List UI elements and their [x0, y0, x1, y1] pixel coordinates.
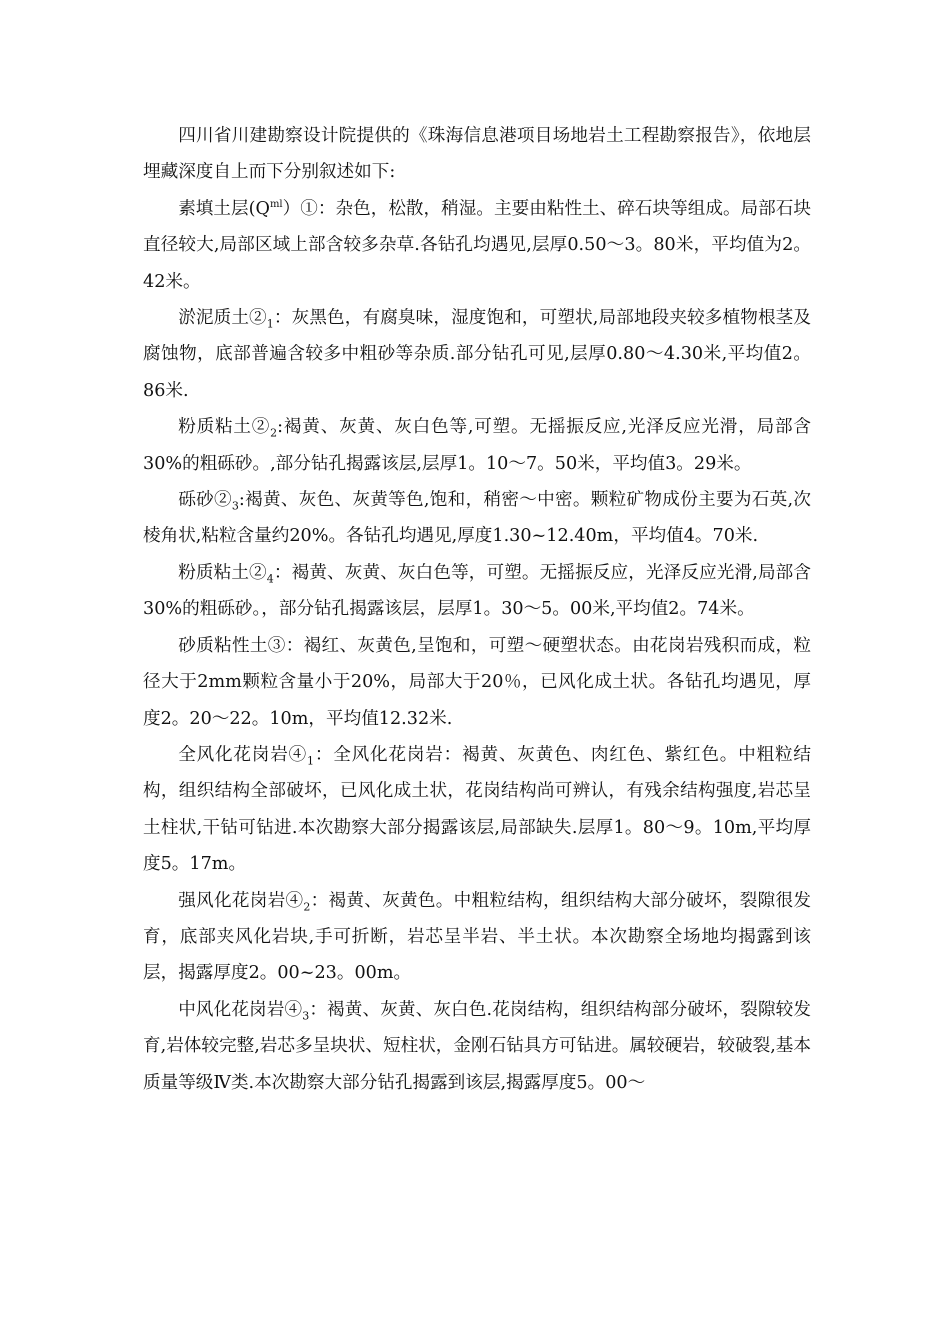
text-segment: :褐黄、灰黄、灰白色等,可塑。无摇振反应,光泽反应光滑，局部含30%的粗砾砂。,部分钻孔揭露该层,层厚1。10～7。50米，平均值3。29米。 [143, 417, 811, 474]
subscript: 1 [266, 317, 274, 331]
text-segment: 粉质粘土② [178, 417, 271, 438]
text-segment: ：褐黄、灰黄色。中粗粒结构，组织结构大部分破坏，裂隙很发育，底部夹风化岩块,手可折断，岩芯呈半岩、半土状。本次勘察全场地均揭露到该层，揭露厚度2。00~23。00m。 [143, 890, 811, 984]
text-segment: ：褐黄、灰黄、灰白色等，可塑。无摇振反应，光泽反应光滑,局部含30%的粗砾砂。，部分钻孔揭露该层，层厚1。30～5。00米,平均值2。74米。 [143, 562, 811, 620]
text-segment: ）①：杂色，松散，稍湿。主要由粘性土、碎石块等组成。局部石块直径较大,局部区域上部含较多杂草.各钻孔均遇见,层厚0.50～3。80米，平均值为2。42米。 [143, 198, 811, 292]
subscript: 1 [307, 754, 315, 768]
paragraph-silty-clay-2 [143, 409, 811, 482]
text-segment: 砾砂② [178, 490, 232, 511]
paragraph-strongly-weathered-granite [143, 883, 811, 992]
text-segment: ：褐黄、灰黄、灰白色.花岗结构，组织结构部分破坏，裂隙较发育,岩体较完整,岩芯多呈块状、短柱状，金刚石钻具方可钻进。属较硬岩，较破裂,基本质量等级Ⅳ类.本次勘察大部分钻孔揭露到该层,揭露厚度5。00～ [143, 999, 811, 1093]
text-segment: 砂质粘性土③：褐红、灰黄色,呈饱和，可塑～硬塑状态。由花岗岩残积而成，粒径大于2mm颗粒含量小于20%，局部大于20％，已风化成土状。各钻孔均遇见，厚度2。20～22。10m，平均值12.32米. [143, 635, 811, 729]
text-segment: 全风化花岗岩④ [178, 744, 308, 765]
paragraph-moderately-weathered-granite [143, 992, 811, 1101]
paragraph-intro [143, 118, 811, 191]
text-segment: :褐黄、灰色、灰黄等色,饱和，稍密～中密。颗粒矿物成份主要为石英,次棱角状,粘粒含量约20%。各钻孔均遇见,厚度1.30~12.40m，平均值4。70米. [143, 490, 811, 547]
text-segment: 强风化花岗岩④ [178, 890, 304, 911]
paragraph-sandy-clay [143, 628, 811, 737]
text-segment: 素填土层(Q [178, 198, 270, 219]
paragraph-fully-weathered-granite [143, 737, 811, 883]
paragraph-silt-soil [143, 300, 811, 409]
text-segment: 粉质粘土② [178, 562, 267, 583]
text-segment: ：全风化花岗岩：褐黄、灰黄色、肉红色、紫红色。中粗粒结构，组织结构全部破坏，已风化成土状，花岗结构尚可辨认，有残余结构强度,岩芯呈土柱状,干钻可钻进.本次勘察大部分揭露该层,局部缺失.层厚1。80～9。10m,平均厚度5。17m。 [143, 744, 811, 875]
paragraph-fill-soil [143, 191, 811, 300]
text-segment: 中风化花岗岩④ [178, 999, 303, 1020]
document-body [143, 118, 811, 1101]
text-segment: ：灰黑色，有腐臭味，湿度饱和，可塑状,局部地段夹较多植物根茎及腐蚀物，底部普遍含较多中粗砂等杂质.部分钻孔可见,层厚0.80～4.30米,平均值2。86米. [143, 308, 811, 401]
paragraph-silty-clay-4 [143, 555, 811, 628]
text-segment: 淤泥质土② [178, 308, 267, 329]
superscript: ml [269, 198, 283, 210]
subscript: 2 [270, 426, 278, 440]
paragraph-gravel-sand [143, 482, 811, 555]
subscript: 3 [302, 1009, 310, 1023]
subscript: 4 [266, 572, 274, 586]
text-segment: 四川省川建勘察设计院提供的《珠海信息港项目场地岩土工程勘察报告》，依地层埋藏深度自上而下分别叙述如下: [143, 126, 811, 183]
subscript: 3 [231, 499, 239, 513]
subscript: 2 [303, 900, 311, 914]
